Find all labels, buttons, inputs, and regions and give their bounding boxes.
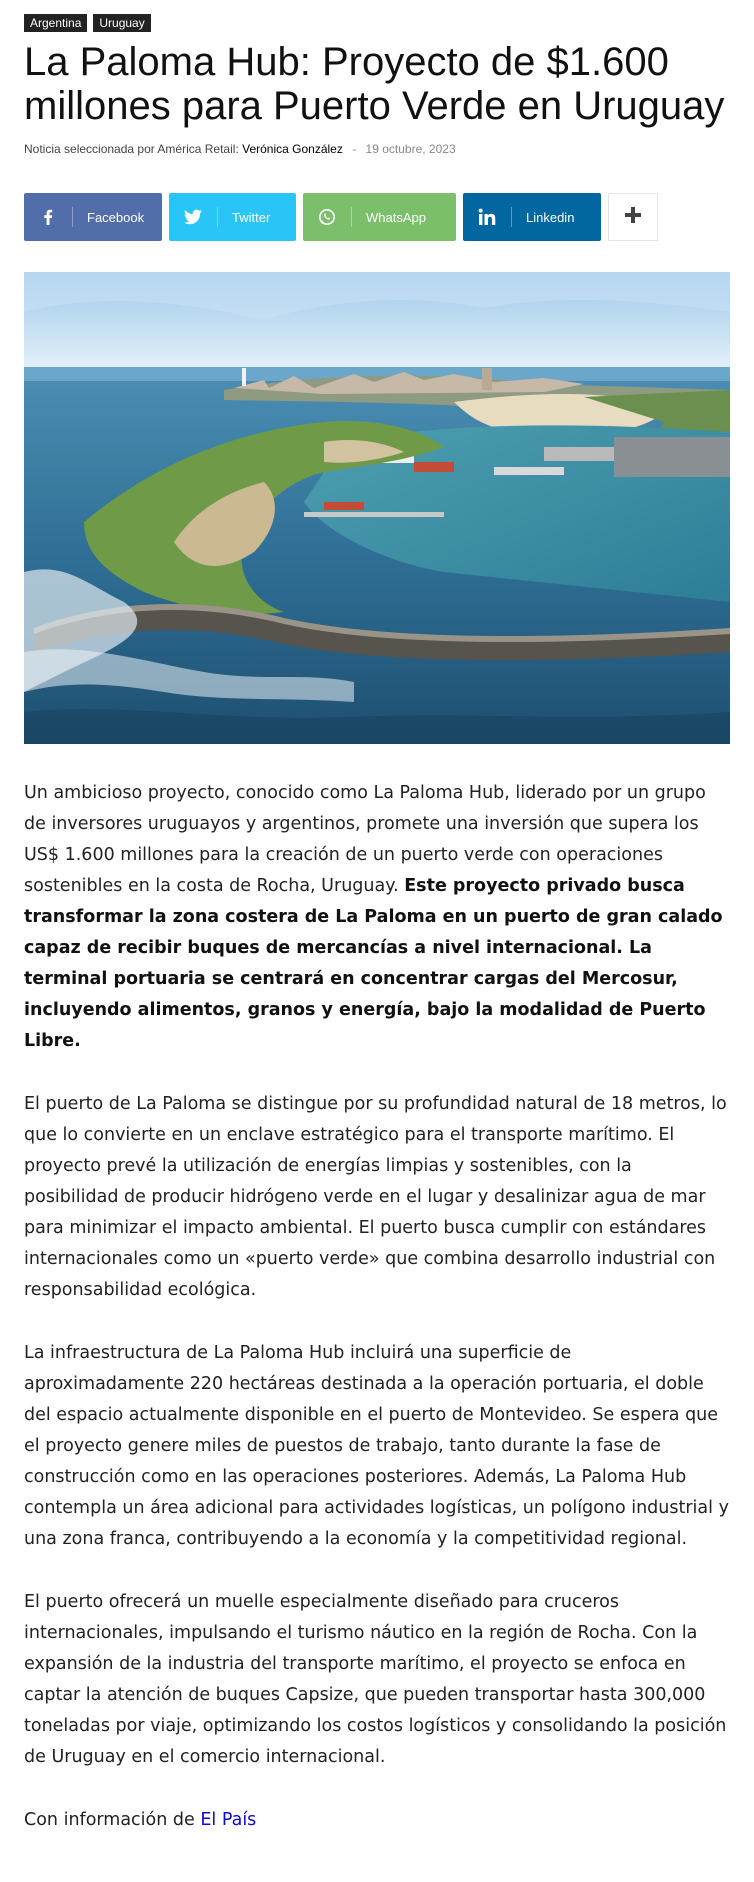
hero-image <box>24 272 730 744</box>
paragraph-1 <box>24 778 730 1057</box>
paragraph-1-bold: Este proyecto privado busca transformar la zona costera de La Paloma en un puerto de gran calado capaz de recibir buques de mercancías a nivel internacional. La terminal portuaria se centrará en concentrar cargas del Mercosur, incluyendo alimentos, granos y energía, bajo la modalidad de Puerto Libre. <box>24 876 723 1051</box>
divider <box>351 207 352 227</box>
divider <box>511 207 512 227</box>
tag-uruguay[interactable]: Uruguay <box>93 14 150 32</box>
paragraph-4: El puerto ofrecerá un muelle especialmente diseñado para cruceros internacionales, impulsando el turismo náutico en la región de Rocha. Con la expansión de la industria del transporte marítimo, el proyecto se enfoca en captar la atención de buques Capsize, que pueden transportar hasta 300,000 toneladas por viaje, optimizando los costos logísticos y consolidando la posición de Uruguay en el comercio internacional. <box>24 1592 727 1767</box>
publish-date: 19 octubre, 2023 <box>365 142 456 156</box>
divider <box>72 207 73 227</box>
paragraph-3: La infraestructura de La Paloma Hub incluirá una superficie de aproximadamente 220 hectáreas destinada a la operación portuaria, el doble del espacio actualmente disponible en el puerto de Montevideo. Se espera que el proyecto genere miles de puestos de trabajo, tanto durante la fase de construcción como en las operaciones posteriores. Además, La Paloma Hub contempla un área adicional para actividades logísticas, un polígono industrial y una zona franca, contribuyendo a la economía y la competitividad regional. <box>24 1343 729 1549</box>
share-whatsapp-button[interactable] <box>303 193 456 241</box>
share-facebook-button[interactable] <box>24 193 162 241</box>
share-linkedin-button[interactable] <box>463 193 601 241</box>
facebook-icon <box>24 193 72 241</box>
meta-prefix: Noticia seleccionada por América Retail: <box>24 142 239 156</box>
facebook-label: Facebook <box>87 209 145 225</box>
paragraph-2: El puerto de La Paloma se distingue por su profundidad natural de 18 metros, lo que lo convierte en un enclave estratégico para el transporte marítimo. El proyecto prevé la utilización de energías limpias y sostenibles, con la posibilidad de producir hidrógeno verde en el lugar y desalinizar agua de mar para minimizar el impacto ambiental. El puerto busca cumplir con estándares internacionales como un «puerto verde» que combina desarrollo industrial con responsabilidad ecológica. <box>24 1094 727 1300</box>
article-body <box>24 778 730 1868</box>
share-bar <box>24 193 658 241</box>
share-more-button[interactable] <box>608 193 658 241</box>
category-tags <box>24 14 151 32</box>
plus-icon <box>623 205 643 229</box>
article-title: La Paloma Hub: Proyecto de $1.600 millones para Puerto Verde en Uruguay <box>24 40 725 128</box>
source-line <box>24 1805 730 1836</box>
source-prefix: Con información de <box>24 1810 201 1830</box>
author-link[interactable]: Verónica González <box>242 142 343 156</box>
whatsapp-label: WhatsApp <box>366 209 426 225</box>
twitter-label: Twitter <box>232 209 271 225</box>
twitter-bird-icon <box>169 193 217 241</box>
source-link[interactable]: El País <box>200 1810 257 1830</box>
whatsapp-icon <box>303 193 351 241</box>
share-twitter-button[interactable] <box>169 193 296 241</box>
article-meta <box>24 142 456 156</box>
meta-separator: - <box>352 142 357 156</box>
paragraph-1-text: Un ambicioso proyecto, conocido como La Paloma Hub, liderado por un grupo de inversores uruguayos y argentinos, promete una inversión que supera los US$ 1.600 millones para la creación de un puerto verde con operaciones sostenibles en la costa de Rocha, Uruguay. <box>24 783 706 896</box>
linkedin-label: Linkedin <box>526 209 575 225</box>
tag-argentina[interactable]: Argentina <box>24 14 87 32</box>
linkedin-icon <box>463 193 511 241</box>
divider <box>217 207 218 227</box>
